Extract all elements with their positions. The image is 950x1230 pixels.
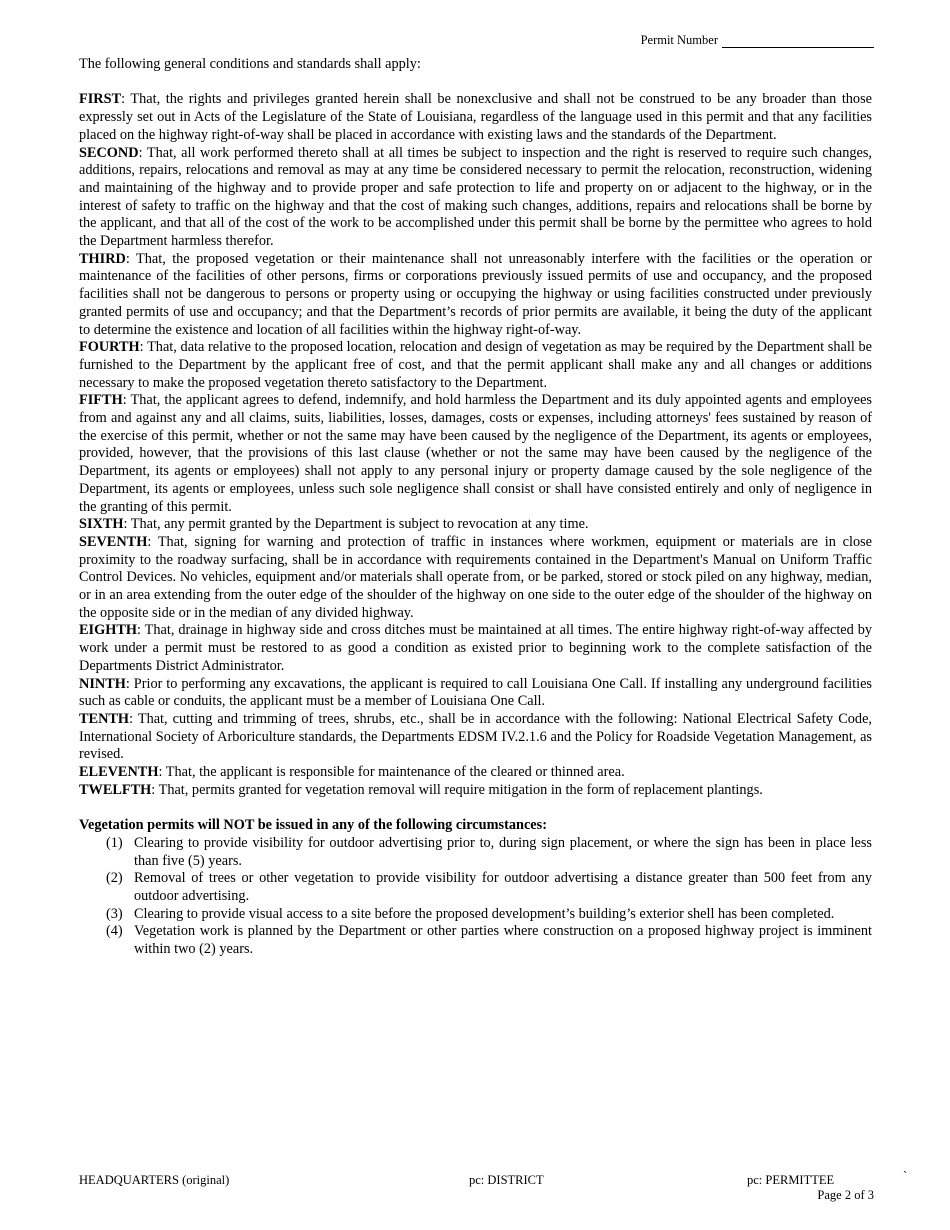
condition-title: ELEVENTH — [79, 764, 159, 781]
condition-text: : That, the applicant agrees to defend, indemnify, and hold harmless the Department and its duly appointed agents and employees from and against any and all claims, suits, liabilities, losses, damages, costs or expenses, including attorneys' fees sustained by reason of the exercise of this permit, whether or not the same may have been caused by the negligence of the Department, its agents or employees, provided, however, that the provisions of this last clause (whether or not the same may have been caused by the negligence of the Department, its agents or employees) shall not apply to any personal injury or property damage caused by the sole negligence of the Department, its agents or employees, unless such sole negligence shall consist or shall have consisted entirely and only of negligence in the granting of this permit. — [79, 392, 872, 515]
circumstance-text: Removal of trees or other vegetation to provide visibility for outdoor advertising a distance greater than 500 feet from any outdoor advertising. — [134, 870, 872, 905]
condition-text: : That, cutting and trimming of trees, shrubs, etc., shall be in accordance with the following: National Electrical Safety Code, International Society of Arboriculture standards, the Departments EDSM IV.2.1.6 and the Policy for Roadside Vegetation Management, as revised. — [79, 711, 872, 763]
condition-text: : That, permits granted for vegetation removal will require mitigation in the form of replacement plantings. — [151, 781, 763, 798]
permit-number-label: Permit Number — [640, 33, 718, 47]
condition-paragraph — [79, 676, 872, 711]
circumstance-item — [79, 906, 872, 924]
condition-paragraph — [79, 339, 872, 392]
circumstance-text: Vegetation work is planned by the Department or other parties where construction on a proposed highway project is imminent within two (2) years. — [134, 923, 872, 958]
page-number: Page 2 of 3 — [817, 1188, 874, 1202]
circumstance-number: (3) — [106, 905, 123, 922]
condition-paragraph — [79, 764, 872, 782]
circumstance-item — [79, 870, 872, 905]
condition-paragraph — [79, 622, 872, 675]
condition-title: TENTH — [79, 711, 130, 727]
circumstance-number: (1) — [106, 834, 123, 851]
condition-paragraph — [79, 534, 872, 623]
circumstance-item — [79, 835, 872, 870]
condition-text: : That, the applicant is responsible for maintenance of the cleared or thinned area. — [158, 764, 625, 781]
condition-text: : Prior to performing any excavations, the applicant is required to call Louisiana One Call. If installing any underground facilities such as cable or conduits, the applicant must be a member of Louisiana One Call. — [79, 675, 872, 710]
circumstance-text: Clearing to provide visibility for outdoor advertising prior to, during sign placement, or where the sign has been in place less than five (5) years. — [134, 834, 872, 869]
condition-text: : That, data relative to the proposed location, relocation and design of vegetation as may be required by the Department shall be furnished to the Department by the applicant free of cost, and that the permit applicant shall make any and all changes or additions necessary to make the proposed vegetation thereto satisfactory to the Department. — [79, 339, 872, 391]
condition-paragraph — [79, 392, 872, 516]
condition-text: : That, signing for warning and protection of traffic in instances where workmen, equipment or materials are in close proximity to the roadway surfacing, shall be in accordance with requirements contained in the Department's Manual on Uniform Traffic Control Devices. No vehicles, equipment and/or materials shall operate from, or be parked, stored or stock piled on any highway, median, or in an area extending from the outer edge of the shoulder of the highway on one side to the outer edge of the shoulder of the highway on the opposite side or in the median of any divided highway. — [79, 533, 872, 621]
condition-paragraph — [79, 91, 872, 144]
condition-title: SEVENTH — [79, 533, 148, 550]
intro-text: The following general conditions and standards shall apply: — [79, 56, 421, 72]
condition-title: FOURTH — [79, 339, 140, 356]
condition-paragraph — [79, 251, 872, 340]
condition-paragraph — [79, 516, 872, 534]
circumstance-number: (2) — [106, 870, 123, 887]
circumstances-heading: Vegetation permits will NOT be issued in any of the following circumstances: — [79, 817, 547, 834]
circumstance-text: Clearing to provide visual access to a site before the proposed development’s building’s exterior shell has been completed. — [134, 905, 835, 922]
condition-text: : That, drainage in highway side and cross ditches must be maintained at all times. The entire highway right-of-way affected by work under a permit must be restored to as good a condition as existed prior to beginning work to the complete satisfaction of the Departments District Administrator. — [79, 622, 872, 674]
condition-text: : That, all work performed thereto shall at all times be subject to inspection and the right is reserved to require such changes, additions, repairs, relocations and removal as may at any time be considered necessary to permit the relocation, reconstruction, widening and maintaining of the highway and to provide proper and safe protection to life and property on or adjacent to the highway, or in the interest of safety to traffic on the highway and that the cost of making such changes, additions, repairs and relocations shall be borne by the applicant, and that all of the cost of the work to be accomplished under this permit shall be borne by the permittee who agrees to hold the Department harmless therefor. — [79, 144, 872, 250]
condition-text: : That, the rights and privileges granted herein shall be nonexclusive and shall not be construed to be any broader than those expressly set out in Acts of the Legislature of the State of Louisiana, regardless of the language used in this permit and that any facilities placed on the highway right-of-way shall be placed in accordance with existing laws and the standards of the Department. — [79, 91, 872, 143]
condition-title: THIRD — [79, 250, 126, 267]
document-body — [79, 56, 872, 959]
circumstances-list — [79, 835, 872, 959]
circumstance-item — [79, 923, 872, 958]
condition-paragraph — [79, 145, 872, 251]
condition-title: NINTH — [79, 675, 126, 692]
condition-title: FIFTH — [79, 392, 123, 409]
footer — [79, 1169, 908, 1187]
condition-paragraph — [79, 711, 872, 764]
footer-permittee: pc: PERMITTEE — [747, 1173, 835, 1187]
circumstance-number: (4) — [106, 923, 123, 940]
footer-headquarters: HEADQUARTERS (original) — [79, 1173, 230, 1187]
condition-title: FIRST — [79, 91, 122, 108]
condition-text: : That, the proposed vegetation or their maintenance shall not unreasonably interfere with the facilities or the operation or maintenance of the facilities of other persons, firms or corporations previously issued permits of use and occupancy, and the proposed facilities shall not be dangerous to persons or property using or occupying the highway or using facilities constructed under previously granted permits of use and occupancy; and that the Department’s records of prior permits are available, it being the duty of the applicant to determine the existence and location of all facilities within the highway right-of-way. — [79, 250, 872, 338]
condition-text: : That, any permit granted by the Department is subject to revocation at any time. — [123, 516, 589, 533]
condition-paragraph — [79, 782, 872, 800]
permit-number-field — [641, 33, 874, 48]
condition-title: SECOND — [79, 144, 139, 161]
footer-tick-mark: ` — [903, 1169, 908, 1183]
conditions-list — [79, 91, 872, 799]
footer-district: pc: DISTRICT — [469, 1173, 544, 1187]
permit-number-blank — [722, 35, 874, 48]
condition-title: EIGHTH — [79, 622, 137, 639]
condition-title: TWELFTH — [79, 781, 152, 798]
condition-title: SIXTH — [79, 516, 124, 533]
